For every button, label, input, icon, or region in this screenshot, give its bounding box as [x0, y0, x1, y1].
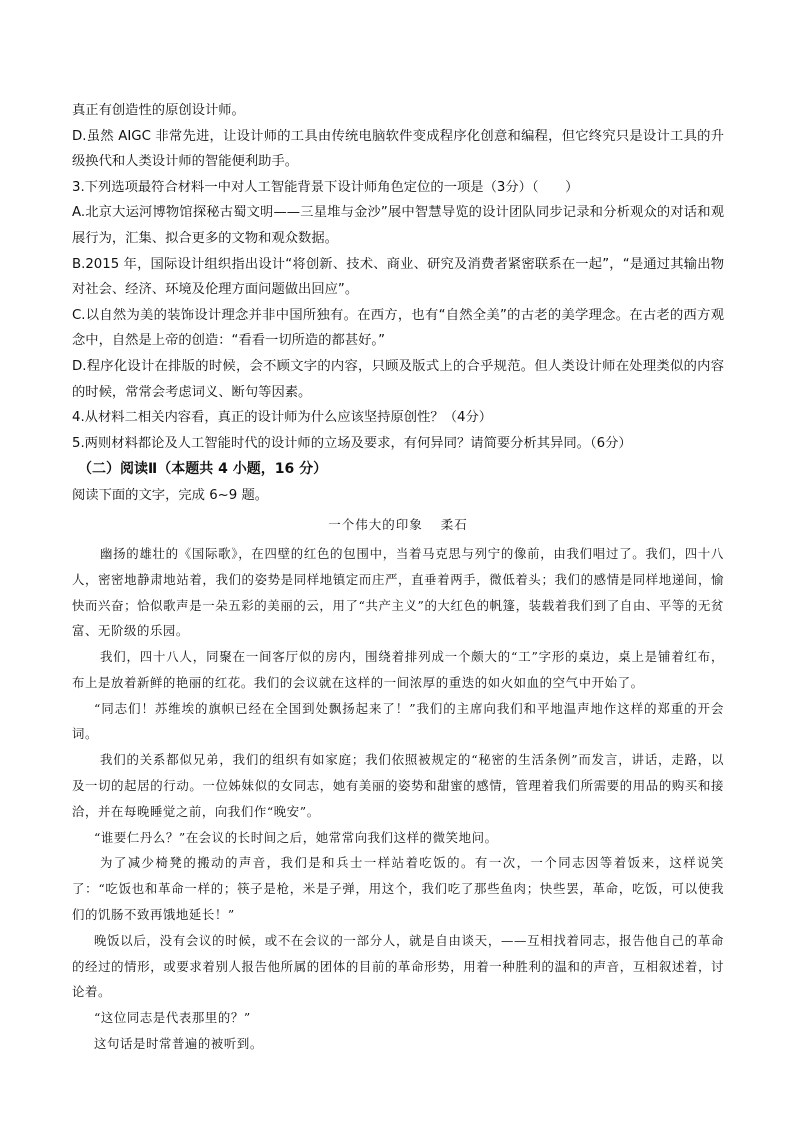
question-5: 5.两则材料都论及人工智能时代的设计师的立场及要求，有何异同？请简要分析其异同。（6分）: [72, 435, 632, 451]
article-paragraph: “同志们！苏维埃的旗帜已经在全国到处飘扬起来了！”我们的主席向我们和平地温声地作这样的郑重的开会词。: [72, 700, 724, 742]
question-3-option-b: B.2015 年，国际设计组织指出设计“将创新、技术、商业、研究及消费者紧密联系在一起”，“是通过其输出物对社会、经济、环境及伦理方面问题做出回应”。: [72, 256, 724, 298]
text-line: 真正有创造性的原创设计师。: [72, 103, 245, 118]
article-title-line: [72, 511, 724, 539]
question-3-option-a: A.北京大运河博物馆探秘古蜀文明——三星堆与金沙”展中智慧导览的设计团队同步记录和分析观众的对话和观展行为，汇集、拟合更多的文物和观众数据。: [72, 205, 724, 246]
section-heading: （二）阅读Ⅱ（本题共 4 小题，16 分）: [78, 461, 328, 478]
question-4: 4.从材料二相关内容看，真正的设计师为什么应该坚持原创性？（4分）: [72, 410, 493, 426]
article-paragraph: 我们，四十八人，同聚在一间客厅似的房内，围绕着排列成一个颇大的“工”字形的桌边，桌上是铺着红布，布上是放着新鲜的艳丽的红花。我们的会议就在这样的一间浓厚的重迭的如火如血的空气中开始了。: [72, 649, 724, 690]
article-title: 一个伟大的印象: [328, 516, 423, 532]
question-3-option-d: D.程序化设计在排版的时候，会不顾文字的内容，只顾及版式上的合乎规范。但人类设计师在处理类似的内容的时候，常常会考虑词义、断句等因素。: [72, 358, 724, 400]
article-paragraph: “这位同志是代表那里的？”: [94, 1010, 251, 1026]
article-paragraph: 晚饭以后，没有会议的时候，或不在会议的一部分人，就是自由谈天，——互相找着同志，报告他自己的革命的经过的情形，或要求着别人报告他所属的团体的目前的革命形势，用着一种胜利的温和的声音，互相叙述着，讨论着。: [72, 932, 724, 1000]
option-d: D.虽然 AIGC 非常先进，让设计师的工具由传统电脑软件变成程序化创意和编程，但它终究只是设计工具的升级换代和人类设计师的智能便利助手。: [72, 128, 724, 170]
article-paragraph: 这句话是时常普遍的被听到。: [94, 1036, 263, 1052]
article-paragraph: 幽扬的雄壮的《国际歌》，在四壁的红色的包围中，当着马克思与列宁的像前，由我们唱过了。我们，四十八人，密密地静肃地站着，我们的姿势是同样地镇定而庄严，直垂着两手，微低着头；我们的感情是同样地递间，愉快而兴奋；恰似歌声是一朵五彩的美丽的云，用了“共产主义”的大红色的帆篷，装载着我们到了自由、平等的无贫富、无阶级的乐园。: [72, 545, 724, 639]
question-3-option-c: C.以自然为美的装饰设计理念并非中国所独有。在西方，也有“自然全美”的古老的美学理念。在古老的西方观念中，自然是上帝的创造：“看看一切所造的都甚好。”: [72, 307, 724, 349]
question-3: 3.下列选项最符合材料一中对人工智能背景下设计师角色定位的一项是（3分）（ ）: [72, 179, 579, 195]
article-author: 柔石: [440, 516, 468, 532]
article-paragraph: 为了减少椅凳的搬动的声音，我们是和兵士一样站着吃饭的。有一次，一个同志因等着饭来，这样说笑了：“吃饭也和革命一样的；筷子是枪，米是子弹，用这个，我们吃了那些鱼肉；快些罢，革命，吃饭，可以使我们的饥肠不致再饿地延长！”: [72, 855, 724, 923]
article-paragraph: 我们的关系都似兄弟，我们的组织有如家庭；我们依照被规定的“秘密的生活条例”而发言，讲话，走路，以及一切的起居的行动。一位姊妹似的女同志，她有美丽的姿势和甜蜜的感情，管理着我们所需要的用品的购买和接洽，并在每晚睡觉之前，向我们作“晚安”。: [72, 752, 724, 819]
reading-instruction: 阅读下面的文字，完成 6~9 题。: [72, 488, 269, 504]
article-paragraph: “谁要仁丹么？”在会议的长时间之后，她常常向我们这样的微笑地问。: [94, 829, 498, 845]
